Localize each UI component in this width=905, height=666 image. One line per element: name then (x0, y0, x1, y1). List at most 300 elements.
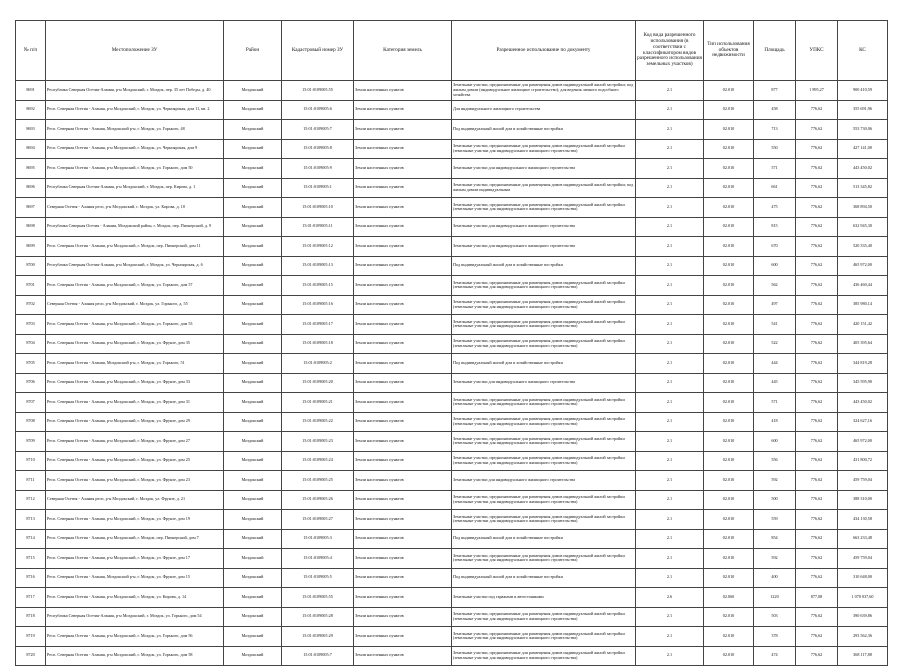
cell-use-code: 2.1 (636, 237, 704, 257)
cell-land-category: Земли населенных пунктов (354, 217, 452, 237)
cell-district: Моздокский (224, 451, 282, 471)
cell-row-number: 8702 (16, 295, 46, 315)
table-row (16, 471, 888, 491)
cell-row-number: 8717 (16, 588, 46, 608)
cell-cadastral-number: 15:01:0109005:24 (282, 451, 354, 471)
cell-row-number: 8710 (16, 451, 46, 471)
cell-land-category: Земли населенных пунктов (354, 334, 452, 354)
cell-ks: 427 141,00 (838, 139, 888, 159)
cell-permitted-use: Земельные участки, предназначенные для размещения домов индивидуальной жилой застройки (земельные участки для индивидуального жилищного строительства) (452, 646, 636, 666)
cell-land-category: Земли населенных пунктов (354, 588, 452, 608)
cell-use-type: 02.010 (704, 100, 754, 120)
cell-permitted-use: Земельные участки, предназначенные для размещения домов индивидуальной жилой застройки (земельные участки для индивидуального жилищного строительства) (452, 315, 636, 335)
table-row (16, 607, 888, 627)
cell-permitted-use: Земельные участки, предназначенные для размещения домов индивидуальной жилой застройки (земельные участки для индивидуального жилищного строительства) (452, 198, 636, 218)
cell-use-type: 02.010 (704, 646, 754, 666)
cell-use-type: 02.010 (704, 490, 754, 510)
table-row (16, 315, 888, 335)
cell-area: 815 (754, 217, 796, 237)
cell-location: Респ. Северная Осетия - Алания, р-н Моздокский, г. Моздок, ул. Горького, дом 58 (46, 646, 224, 666)
table-row (16, 646, 888, 666)
cell-permitted-use: Под индивидуальный жилой дом и хозяйственные постройки (452, 256, 636, 276)
cell-upks: 776,62 (796, 120, 838, 140)
cell-cadastral-number: 15:01:0109005:16 (282, 295, 354, 315)
cell-use-code: 2.1 (636, 646, 704, 666)
cell-upks: 776,62 (796, 198, 838, 218)
cell-upks: 776,62 (796, 354, 838, 374)
cell-cadastral-number: 15:01:0109005:13 (282, 256, 354, 276)
table-row (16, 549, 888, 569)
cell-use-type: 02.010 (704, 81, 754, 101)
cell-area: 854 (754, 529, 796, 549)
cell-area: 592 (754, 549, 796, 569)
cell-use-code: 2.1 (636, 451, 704, 471)
cell-location: Респ. Северная Осетия - Алания, Моздокский р-н, г. Моздок, ул. Фрунзе, дом 15 (46, 568, 224, 588)
cell-use-type: 02.010 (704, 178, 754, 198)
cell-row-number: 8715 (16, 549, 46, 569)
cell-area: 592 (754, 471, 796, 491)
cell-land-category: Земли населенных пунктов (354, 139, 452, 159)
cell-location: Респ. Северная Осетия - Алания, р-н Моздокский, г. Моздок, ул. Фрунзе, дом 25 (46, 451, 224, 471)
cell-district: Моздокский (224, 354, 282, 374)
cell-row-number: 8694 (16, 139, 46, 159)
cell-ks: 293 562,36 (838, 627, 888, 647)
cell-row-number: 8712 (16, 490, 46, 510)
table-row (16, 198, 888, 218)
cell-cadastral-number: 15:01:0109005:5 (282, 568, 354, 588)
cell-location: Северная Осетия - Алания респ, р-н Моздокский, г. Моздок, ул. Горького, д. 55 (46, 295, 224, 315)
cell-permitted-use: Земельные участки, предназначенные для размещения домов индивидуальной жилой застройки (земельные участки для индивидуального жилищного строительства) (452, 510, 636, 530)
cell-permitted-use: Под индивидуальный жилой дом и хозяйственные постройки (452, 529, 636, 549)
cell-area: 600 (754, 256, 796, 276)
cell-cadastral-number: 15:01:0109005:2 (282, 354, 354, 374)
table-row (16, 178, 888, 198)
header-permitted-use: Разрешенное использование по документу (452, 21, 636, 81)
cell-location: Респ. Северная Осетия - Алания, р-н Моздокский, г. Моздок, пер. Пионерский, дом 7 (46, 529, 224, 549)
cell-row-number: 8700 (16, 256, 46, 276)
cell-land-category: Земли населенных пунктов (354, 198, 452, 218)
cell-district: Моздокский (224, 373, 282, 393)
cell-upks: 776,62 (796, 100, 838, 120)
cell-row-number: 8708 (16, 412, 46, 432)
cell-use-code: 2.1 (636, 100, 704, 120)
cell-permitted-use: Земельные участки, предназначенные для размещения домов индивидуальной жилой застройки (земельные участки для индивидуального жилищного строительства) (452, 549, 636, 569)
cell-location: Респ. Северная Осетия - Алания, р-н Моздокский, г. Моздок, пер. Пионерский, дом 11 (46, 237, 224, 257)
table-body (16, 81, 888, 666)
table-row (16, 276, 888, 296)
cell-upks: 1 895,27 (796, 81, 838, 101)
cell-ks: 436 460,44 (838, 276, 888, 296)
cell-permitted-use: Земельные участки, предназначенные для размещения домов индивидуальной жилой застройки (земельные участки для индивидуального жилищного строительства) (452, 334, 636, 354)
cell-upks: 776,62 (796, 393, 838, 413)
cell-district: Моздокский (224, 490, 282, 510)
cell-area: 559 (754, 510, 796, 530)
cell-permitted-use: Земельные участки под гаражами и автостоянками (452, 588, 636, 608)
cell-upks: 776,62 (796, 217, 838, 237)
table-row (16, 373, 888, 393)
cell-upks: 776,62 (796, 510, 838, 530)
cell-area: 475 (754, 198, 796, 218)
cell-location: Респ. Северная Осетия - Алания, р-н Моздокский, г. Моздок, ул. Горького, дом 50 (46, 159, 224, 179)
cell-use-type: 02.010 (704, 334, 754, 354)
cell-land-category: Земли населенных пунктов (354, 412, 452, 432)
cell-district: Моздокский (224, 607, 282, 627)
header-district: Район (224, 21, 282, 81)
cell-cadastral-number: 15:01:0109005:7 (282, 120, 354, 140)
cell-cadastral-number: 15:01:0109005:18 (282, 334, 354, 354)
cell-land-category: Земли населенных пунктов (354, 432, 452, 452)
cell-cadastral-number: 15:01:0109005:22 (282, 412, 354, 432)
table-row (16, 412, 888, 432)
cell-land-category: Земли населенных пунктов (354, 178, 452, 198)
cell-location: Республика Северная Осетия-Алания, р-н Моздокский, г. Моздок, ул. Черноярская, д. 6 (46, 256, 224, 276)
cell-use-type: 02.010 (704, 139, 754, 159)
cell-use-code: 2.1 (636, 334, 704, 354)
cell-ks: 431 800,72 (838, 451, 888, 471)
cell-ks: 324 627,16 (838, 412, 888, 432)
table-row (16, 432, 888, 452)
cell-ks: 368 894,50 (838, 198, 888, 218)
cell-use-type: 02.010 (704, 412, 754, 432)
cell-use-code: 2.1 (636, 373, 704, 393)
cell-cadastral-number: 15:01:0109005:21 (282, 393, 354, 413)
cell-use-code: 2.1 (636, 510, 704, 530)
cell-use-type: 02.010 (704, 432, 754, 452)
cell-ks: 345 595,90 (838, 373, 888, 393)
cell-use-type: 02.010 (704, 354, 754, 374)
cell-row-number: 8691 (16, 81, 46, 101)
table-row (16, 139, 888, 159)
cell-permitted-use: Земельные участки, предназначенные для размещения домов индивидуальной жилой застройки; под жилым домом индивидуальным (452, 178, 636, 198)
cell-cadastral-number: 15:01:0109005:29 (282, 627, 354, 647)
cell-location: Респ. Северная Осетия - Алания, р-н Моздокский, г. Моздок, ул. Черноярская, дом 11, кв. 2 (46, 100, 224, 120)
header-use-type: Тип использования объектов недвижимости (704, 21, 754, 81)
cell-district: Моздокский (224, 159, 282, 179)
cell-use-code: 2.1 (636, 178, 704, 198)
cell-row-number: 8696 (16, 178, 46, 198)
cell-land-category: Земли населенных пунктов (354, 354, 452, 374)
cell-use-type: 02.010 (704, 217, 754, 237)
cell-use-code: 2.1 (636, 295, 704, 315)
cell-land-category: Земли населенных пунктов (354, 529, 452, 549)
cell-use-type: 02.010 (704, 529, 754, 549)
cell-use-code: 2.1 (636, 354, 704, 374)
cell-location: Респ. Северная Осетия - Алания, р-н Моздокский, г. Моздок, ул. Фрунзе, дом 31 (46, 393, 224, 413)
cell-district: Моздокский (224, 120, 282, 140)
cell-ks: 553 730,06 (838, 120, 888, 140)
cell-area: 556 (754, 451, 796, 471)
cell-permitted-use: Земельные участки, предназначенные для размещения домов индивидуальной жилой застройки (земельные участки для индивидуального жилищного строительства) (452, 295, 636, 315)
cell-district: Моздокский (224, 627, 282, 647)
cell-ks: 405 395,64 (838, 334, 888, 354)
cell-ks: 459 759,04 (838, 471, 888, 491)
cell-location: Респ. Северная Осетия - Алания, р-н Моздокский, г. Моздок, ул. Фрунзе, дом 17 (46, 549, 224, 569)
cell-use-code: 2.1 (636, 315, 704, 335)
cell-upks: 776,62 (796, 256, 838, 276)
cell-district: Moздокский (224, 549, 282, 569)
cell-row-number: 8707 (16, 393, 46, 413)
cell-location: Республика Северная Осетия-Алания, р-н Моздокский, г. Моздок, ул. Горького, дом 54 (46, 607, 224, 627)
cell-ks: 1 070 037,60 (838, 588, 888, 608)
cell-location: Респ. Северная Осетия - Алания, р-н Моздокский, г. Моздок, ул. Фрунзе, дом 35 (46, 334, 224, 354)
cell-location: Респ. Северная Осетия - Алания, р-н Моздокский, г. Моздок, ул. Горького, дом 53 (46, 315, 224, 335)
header-cadastral-number: Кадастровый номер ЗУ (282, 21, 354, 81)
cell-ks: 520 335,40 (838, 237, 888, 257)
cell-permitted-use: Земельные участки, предназначенные для размещения домов индивидуальной жилой застройки (земельные участки для индивидуального жилищного строительства) (452, 412, 636, 432)
cell-row-number: 8713 (16, 510, 46, 530)
table-row (16, 627, 888, 647)
cell-area: 541 (754, 315, 796, 335)
cell-upks: 776,62 (796, 373, 838, 393)
cell-upks: 776,62 (796, 159, 838, 179)
cell-cadastral-number: 15:01:0109005:10 (282, 198, 354, 218)
cell-district: Моздокский (224, 237, 282, 257)
cell-cadastral-number: 15:01:0109005:28 (282, 607, 354, 627)
cell-use-type: 02.010 (704, 373, 754, 393)
cell-ks: 443 450,02 (838, 159, 888, 179)
cell-use-code: 2.1 (636, 568, 704, 588)
cell-ks: 900 410,59 (838, 81, 888, 101)
cell-upks: 776,62 (796, 295, 838, 315)
cell-use-type: 02.010 (704, 607, 754, 627)
cell-use-code: 2.1 (636, 412, 704, 432)
cell-row-number: 8701 (16, 276, 46, 296)
cell-use-type: 02.010 (704, 315, 754, 335)
cell-area: 378 (754, 627, 796, 647)
cadastral-value-table-sheet (15, 20, 887, 666)
cell-ks: 513 345,82 (838, 178, 888, 198)
cell-permitted-use: Земельные участки, предназначенные для размещения домов индивидуальной жилой застройки (земельные участки для индивидуального жилищного строительства) (452, 451, 636, 471)
cell-upks: 776,62 (796, 490, 838, 510)
table-row (16, 354, 888, 374)
cell-upks: 877,08 (796, 588, 838, 608)
table-row (16, 237, 888, 257)
cell-cadastral-number: 15:01:0109005:55 (282, 81, 354, 101)
cell-cadastral-number: 15:01:0109005:8 (282, 139, 354, 159)
table-row (16, 159, 888, 179)
cell-ks: 663 233,48 (838, 529, 888, 549)
cell-upks: 776,62 (796, 178, 838, 198)
cell-upks: 776,62 (796, 315, 838, 335)
header-use-code: Код вида разрешенного использования (в соответствии с классификатором видов разрешенного использования земельных участков) (636, 21, 704, 81)
cell-location: Респ. Северная Осетия - Алания, р-н Моздокский, г. Моздок, ул. Фрунзе, дом 19 (46, 510, 224, 530)
cell-cadastral-number: 15:01:0109005:1 (282, 178, 354, 198)
cell-use-code: 2.1 (636, 627, 704, 647)
cell-upks: 776,62 (796, 139, 838, 159)
cell-permitted-use: Земельные участки для индивидуального жилищного строительства (452, 471, 636, 491)
cell-use-code: 2.1 (636, 139, 704, 159)
table-row (16, 334, 888, 354)
cell-cadastral-number: 15:01:0109005:9 (282, 159, 354, 179)
cell-district: Моздокский (224, 393, 282, 413)
cell-permitted-use: Земельные участки, предназначенные для размещения домов индивидуальной жилой застройки (земельные участки для индивидуального жилищного строительства) (452, 627, 636, 647)
cell-use-code: 2.1 (636, 276, 704, 296)
cell-upks: 776,62 (796, 646, 838, 666)
cell-use-code: 2.1 (636, 529, 704, 549)
cell-permitted-use: Земельные участки, предназначенные для размещения домов индивидуальной жилой застройки (земельные участки для индивидуального жилищного строительства) (452, 490, 636, 510)
table-row (16, 100, 888, 120)
cell-use-code: 2.1 (636, 198, 704, 218)
cell-district: Моздокский (224, 198, 282, 218)
cell-row-number: 8695 (16, 159, 46, 179)
cell-cadastral-number: 15:01:0109005:6 (282, 100, 354, 120)
table-row (16, 120, 888, 140)
cell-use-code: 2.1 (636, 607, 704, 627)
cell-use-code: 2.1 (636, 81, 704, 101)
cell-land-category: Земли населенных пунктов (354, 510, 452, 530)
cell-cadastral-number: 15:01:0109005:15 (282, 276, 354, 296)
cell-district: Моздокский (224, 139, 282, 159)
cell-district: Моздокский (224, 412, 282, 432)
cell-use-code: 2.6 (636, 588, 704, 608)
cell-area: 1220 (754, 588, 796, 608)
cell-cadastral-number: 15:01:0109005:20 (282, 373, 354, 393)
cell-permitted-use: Земельные участки, предназначенные для размещения домов индивидуальной жилой застройки (земельные участки для индивидуального жилищного строительства) (452, 139, 636, 159)
table-row (16, 490, 888, 510)
cell-district: Моздокский (224, 588, 282, 608)
cell-district: Моздокский (224, 432, 282, 452)
cell-row-number: 8709 (16, 432, 46, 452)
cell-area: 571 (754, 159, 796, 179)
cell-location: Республика Северная Осетия-Алания, р-н Моздокский, г. Моздок, пер. 35 лет Победы, д. 40 (46, 81, 224, 101)
cell-land-category: Земли населенных пунктов (354, 568, 452, 588)
cell-land-category: Земли населенных пунктов (354, 276, 452, 296)
cell-cadastral-number: 15:01:0109005:55 (282, 588, 354, 608)
cell-area: 562 (754, 276, 796, 296)
cell-upks: 776,62 (796, 549, 838, 569)
cell-district: Моздокский (224, 295, 282, 315)
cell-use-code: 2.1 (636, 120, 704, 140)
cell-permitted-use: Земельные участки, предназначенные для размещения домов индивидуальной жилой застройки (земельные участки для индивидуального жилищного строительства) (452, 432, 636, 452)
cell-location: Респ. Северная Осетия - Алания, Моздокский р-н, г. Моздок, ул. Горького, 51 (46, 354, 224, 374)
cell-row-number: 8706 (16, 373, 46, 393)
cell-ks: 388 310,00 (838, 490, 888, 510)
cell-area: 670 (754, 237, 796, 257)
table-row (16, 568, 888, 588)
cell-use-type: 02.010 (704, 471, 754, 491)
cell-ks: 465 972,00 (838, 256, 888, 276)
cell-ks: 355 691,96 (838, 100, 888, 120)
cell-use-type: 02.010 (704, 159, 754, 179)
cell-area: 713 (754, 120, 796, 140)
cell-use-type: 02.010 (704, 237, 754, 257)
cell-upks: 776,62 (796, 471, 838, 491)
cell-row-number: 8720 (16, 646, 46, 666)
header-area: Площадь (754, 21, 796, 81)
table-row (16, 217, 888, 237)
cell-location: Респ. Северная Осетия - Алания, р-н Моздокский, г. Моздок, ул. Черноярская, дом 9 (46, 139, 224, 159)
cell-row-number: 8704 (16, 334, 46, 354)
cell-area: 444 (754, 354, 796, 374)
cell-ks: 390 639,86 (838, 607, 888, 627)
cell-area: 571 (754, 393, 796, 413)
cell-land-category: Земли населенных пунктов (354, 646, 452, 666)
cell-location: Респ. Северная Осетия - Алания, р-н Моздокский, г. Моздок, ул. Фрунзе, дом 29 (46, 412, 224, 432)
table-row (16, 295, 888, 315)
cell-use-code: 2.1 (636, 217, 704, 237)
cell-permitted-use: Земельные участки для индивидуального жилищного строительства (452, 373, 636, 393)
cell-district: Моздокский (224, 315, 282, 335)
cell-permitted-use: Земельные участки, предназначенные для размещения домов индивидуальной жилой застройки; под жилым домом (индивидуальное жилищное строительство); для ведения личного подсобного хозяйства (452, 81, 636, 101)
cell-location: Респ. Северная Осетия - Алания, р-н Моздокский, г. Моздок, ул. Фрунзе, дом 33 (46, 373, 224, 393)
cell-upks: 776,62 (796, 412, 838, 432)
cell-row-number: 8716 (16, 568, 46, 588)
cell-district: Моздокский (224, 529, 282, 549)
cell-land-category: Земли населенных пунктов (354, 451, 452, 471)
cell-land-category: Земли населенных пунктов (354, 315, 452, 335)
cell-location: Республика Северная Осетия-Алания, р-н Моздокский, г. Моздок, пер. Кирова, д. 1 (46, 178, 224, 198)
cell-upks: 776,62 (796, 627, 838, 647)
cell-use-code: 2.1 (636, 256, 704, 276)
cell-land-category: Земли населенных пунктов (354, 373, 452, 393)
cell-use-type: 02.010 (704, 510, 754, 530)
cell-cadastral-number: 15:01:0109005:3 (282, 529, 354, 549)
cell-land-category: Земли населенных пунктов (354, 471, 452, 491)
cell-cadastral-number: 15:01:0109005:26 (282, 490, 354, 510)
cell-use-code: 2.1 (636, 159, 704, 179)
cell-use-type: 02.010 (704, 451, 754, 471)
cell-row-number: 8703 (16, 315, 46, 335)
cell-area: 503 (754, 607, 796, 627)
cell-cadastral-number: 15:01:0109005:17 (282, 315, 354, 335)
cell-row-number: 8693 (16, 120, 46, 140)
cell-row-number: 8714 (16, 529, 46, 549)
cell-cadastral-number: 15:01:0109005:12 (282, 237, 354, 257)
cell-location: Респ. Северная Осетия - Алания, р-н Моздокский, г. Моздок, ул. Горького, дом 56 (46, 627, 224, 647)
cell-district: Моздокский (224, 334, 282, 354)
cell-area: 474 (754, 646, 796, 666)
cell-land-category: Земли населенных пунктов (354, 81, 452, 101)
cell-permitted-use: Земельные участки, предназначенные для размещения домов индивидуальной жилой застройки (земельные участки для индивидуального жилищного строительства) (452, 393, 636, 413)
cell-upks: 776,62 (796, 607, 838, 627)
cell-ks: 385 980,14 (838, 295, 888, 315)
cell-cadastral-number: 15:01:0109005:11 (282, 217, 354, 237)
cell-upks: 776,62 (796, 451, 838, 471)
cell-land-category: Земли населенных пунктов (354, 627, 452, 647)
cell-row-number: 8699 (16, 237, 46, 257)
cell-upks: 776,62 (796, 276, 838, 296)
cell-ks: 310 648,00 (838, 568, 888, 588)
cell-permitted-use: Под индивидуальный жилой дом и хозяйственные постройки (452, 120, 636, 140)
cell-land-category: Земли населенных пунктов (354, 393, 452, 413)
cell-use-code: 2.1 (636, 393, 704, 413)
cell-ks: 459 759,04 (838, 549, 888, 569)
cell-row-number: 8697 (16, 198, 46, 218)
table-row (16, 81, 888, 101)
cell-district: Моздокский (224, 178, 282, 198)
cell-land-category: Земли населенных пунктов (354, 256, 452, 276)
cell-location: Северная Осетия - Алания респ, р-н Моздокский, г. Моздок, ул. Кирова, д. 10 (46, 198, 224, 218)
cell-area: 522 (754, 334, 796, 354)
cell-district: Моздокский (224, 510, 282, 530)
cell-area: 550 (754, 139, 796, 159)
cell-district: Моздокский (224, 646, 282, 666)
header-ks: КС (838, 21, 888, 81)
cell-cadastral-number: 15:01:0109005:25 (282, 471, 354, 491)
cell-land-category: Земли населенных пунктов (354, 490, 452, 510)
cell-area: 600 (754, 432, 796, 452)
cell-district: Моздокский (224, 471, 282, 491)
cell-location: Респ. Северная Осетия - Алания, р-н Моздокский, г. Моздок, ул. Фрунзе, дом 27 (46, 432, 224, 452)
header-land-category: Категория земель (354, 21, 452, 81)
cell-cadastral-number: 15:01:0109005:23 (282, 432, 354, 452)
cell-land-category: Земли населенных пунктов (354, 549, 452, 569)
cell-ks: 368 117,88 (838, 646, 888, 666)
cell-row-number: 8718 (16, 607, 46, 627)
cell-use-type: 02.010 (704, 295, 754, 315)
cell-use-type: 02.010 (704, 549, 754, 569)
cell-upks: 776,62 (796, 568, 838, 588)
